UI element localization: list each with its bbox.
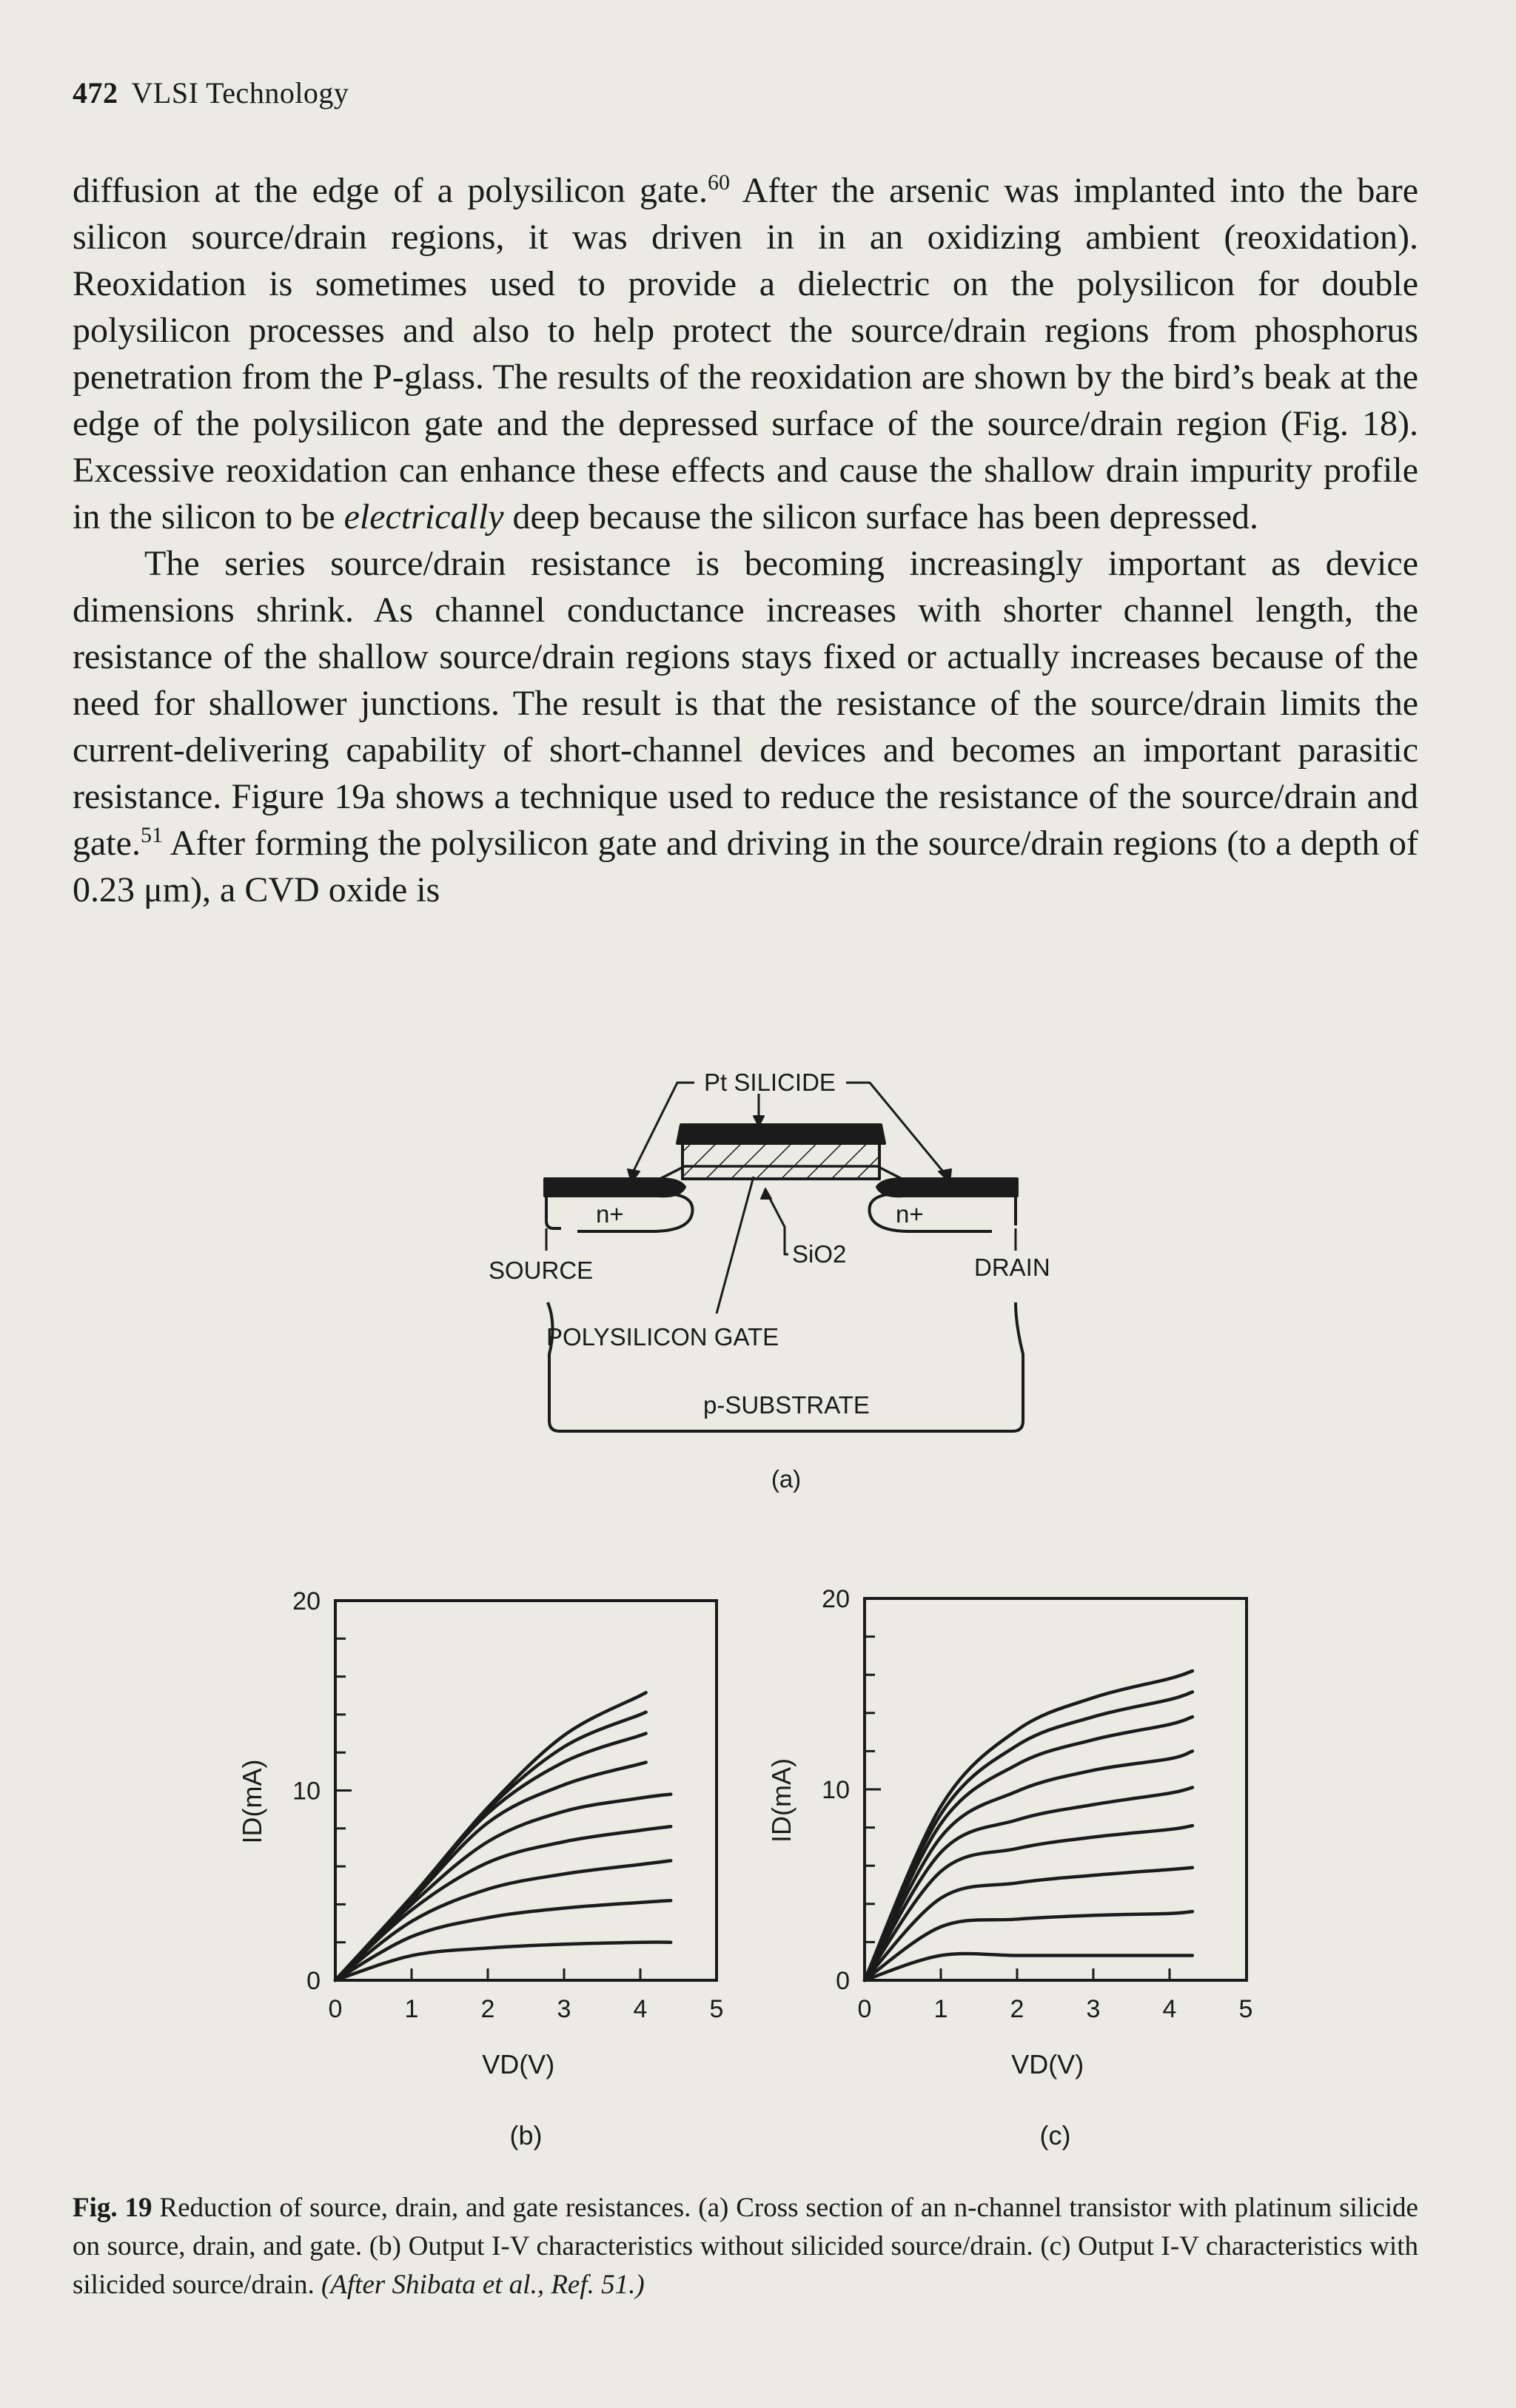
- panel-label: (c): [1039, 2120, 1071, 2150]
- y-axis-label: ID(mA): [766, 1758, 796, 1843]
- iv-curve: [335, 1712, 646, 1980]
- x-tick-label: 0: [328, 1995, 343, 2023]
- page-number: 472: [73, 76, 118, 110]
- running-header: [73, 75, 349, 110]
- figure-19: [0, 1021, 1516, 2176]
- paragraph-1-text-b: After the arsenic was implanted into the bare silicon source/drain regions, it was driven in in an oxidizing ambient (reoxidation). Reoxidation is sometimes used to provide a dielectric on the polysilicon for double polysilicon processes and also to help protect the source/drain regions from phosphorus penetration from the P-glass. The results of the reoxidation are shown by the bird’s beak at the edge of the polysilicon gate and the depressed surface of the source/drain region (Fig. 18). Excessive reoxidation can enhance these effects and cause the shallow drain impurity profile in the silicon to be: [73, 171, 1419, 537]
- gate-leader: [717, 1177, 754, 1314]
- source-silicide: [545, 1179, 685, 1196]
- paragraph-1-text-c: deep because the silicon surface has been depressed.: [503, 497, 1259, 537]
- running-title: VLSI Technology: [131, 76, 349, 110]
- paragraph-2-text-b: After forming the polysilicon gate and driving in the source/drain regions (to a depth of 0.23 μm), a CVD oxide is: [73, 824, 1418, 909]
- source-label: SOURCE: [489, 1257, 594, 1284]
- substrate-label: p-SUBSTRATE: [703, 1391, 870, 1419]
- chart-panel-c: [766, 1585, 1252, 2150]
- sio2-label: SiO2: [792, 1240, 847, 1268]
- sio2-leader: [766, 1191, 788, 1254]
- x-axis-label: VD(V): [1011, 2049, 1084, 2079]
- drain-label: DRAIN: [974, 1254, 1050, 1281]
- nplus-left-label: n+: [596, 1200, 624, 1228]
- iv-curve: [865, 1692, 1193, 1980]
- y-tick-label: 10: [822, 1776, 850, 1804]
- x-tick-label: 3: [557, 1995, 571, 2023]
- x-tick-label: 1: [933, 1995, 948, 2023]
- caption-citation: (After Shibata et al., Ref. 51.): [321, 2270, 645, 2300]
- emphasis-word: electrically: [343, 497, 504, 537]
- caption-text: Reduction of source, drain, and gate resistances. (a) Cross section of an n-channel transistor with platinum silicide on source, drain, and gate. (b) Output I-V characteristics without silicided source/drain. (c) Output I-V characteristics with silicided source/drain.: [73, 2193, 1418, 2300]
- silicide-label: Pt SILICIDE: [704, 1069, 836, 1096]
- x-axis-label: VD(V): [482, 2049, 555, 2079]
- x-tick-label: 2: [1010, 1995, 1024, 2023]
- polysilicon-gate: [682, 1143, 879, 1179]
- figure-label: Fig. 19: [73, 2193, 152, 2223]
- reference-marker: 60: [707, 170, 730, 195]
- x-tick-label: 3: [1086, 1995, 1101, 2023]
- y-axis-label: ID(mA): [237, 1759, 267, 1844]
- iv-curve: [865, 1954, 1193, 1980]
- substrate-outline: [546, 1194, 561, 1228]
- x-tick-label: 5: [709, 1995, 724, 2023]
- figure-caption: [73, 2189, 1418, 2304]
- x-tick-label: 5: [1238, 1995, 1253, 2023]
- x-tick-label: 1: [404, 1995, 419, 2023]
- drain-silicide: [877, 1179, 1017, 1196]
- x-tick-label: 4: [1162, 1995, 1177, 2023]
- y-tick-label: 10: [292, 1777, 321, 1806]
- panel-a-label: (a): [771, 1465, 802, 1493]
- gate-silicide: [677, 1125, 885, 1143]
- chart-panel-b: [237, 1587, 723, 2150]
- cross-section-diagram: [545, 1083, 1023, 1431]
- reference-marker: 51: [140, 823, 163, 847]
- iv-curve: [865, 1671, 1193, 1980]
- x-tick-label: 0: [857, 1995, 872, 2023]
- panel-label: (b): [509, 2120, 543, 2150]
- paragraph-2: [73, 540, 1418, 913]
- iv-curve: [335, 1795, 671, 1980]
- gate-label: POLYSILICON GATE: [546, 1323, 779, 1351]
- x-tick-label: 2: [480, 1995, 495, 2023]
- y-tick-label: 0: [836, 1967, 850, 1995]
- nplus-right-label: n+: [896, 1200, 924, 1228]
- paragraph-2-text-a: The series source/drain resistance is becoming increasingly important as device dimensions shrink. As channel conductance increases with shorter channel length, the resistance of the shallow source/drain regions stays fixed or actually increases because of the need for shallower junctions. The result is that the resistance of the source/drain limits the current-delivering capability of short-channel devices and becomes an important parasitic resistance. Figure 19a shows a technique used to reduce the resistance of the source/drain and gate.: [73, 544, 1418, 863]
- paragraph-1: [73, 167, 1418, 540]
- y-tick-label: 20: [292, 1587, 321, 1615]
- drain-junction: [870, 1194, 1016, 1231]
- y-tick-label: 20: [822, 1585, 850, 1613]
- y-tick-label: 0: [306, 1967, 321, 1995]
- body-text: [73, 167, 1418, 913]
- paragraph-1-text-a: diffusion at the edge of a polysilicon gate.: [73, 171, 708, 210]
- x-tick-label: 4: [633, 1995, 648, 2023]
